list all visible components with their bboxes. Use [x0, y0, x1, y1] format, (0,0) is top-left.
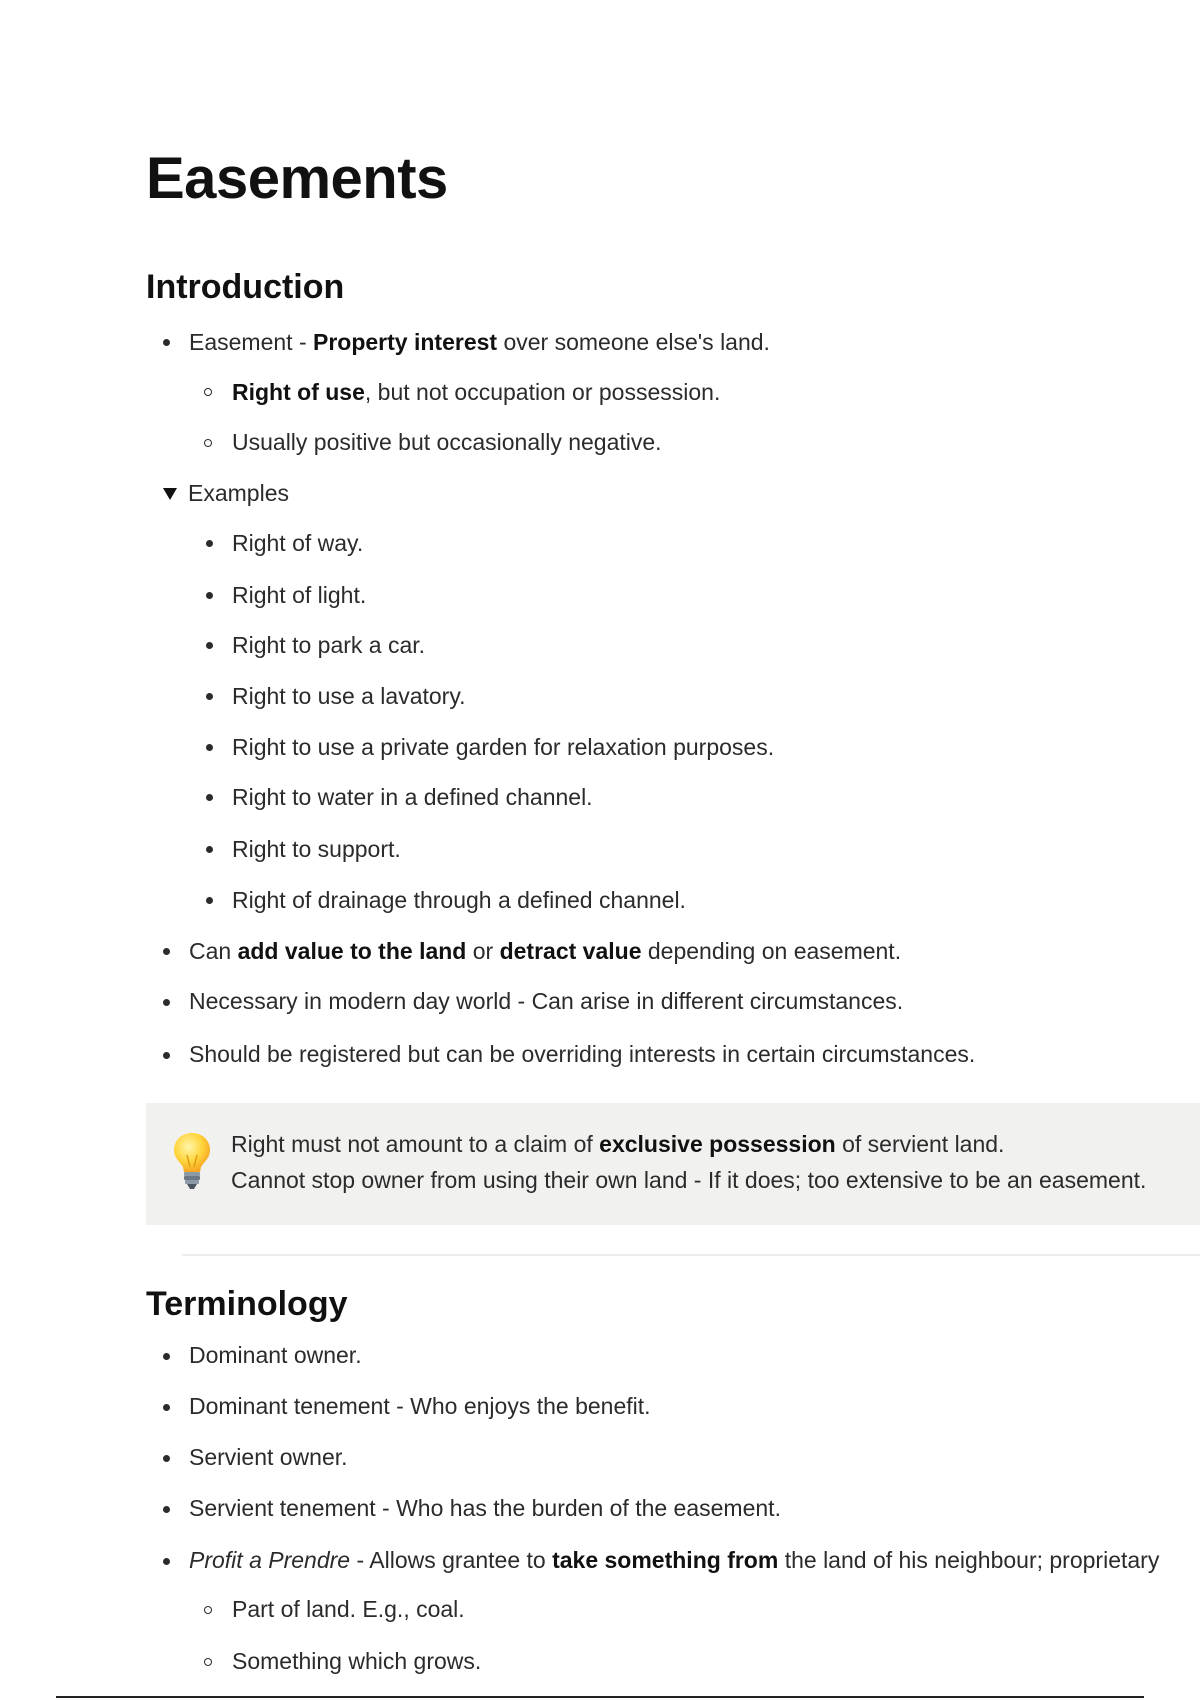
bullet-icon [206, 897, 213, 904]
sub-bullet-icon [204, 1606, 212, 1614]
list-item: Servient owner. [189, 1444, 348, 1470]
bullet-icon [206, 693, 213, 700]
list-item: Dominant owner. [189, 1342, 362, 1368]
toggle-triangle-icon[interactable] [163, 488, 177, 500]
bullet-icon [206, 744, 213, 751]
list-item: Should be registered but can be overriding interests in certain circumstances. [189, 1041, 976, 1067]
example-item: Right to water in a defined channel. [232, 784, 593, 810]
list-item: Servient tenement - Who has the burden of the easement. [189, 1495, 781, 1521]
bullet-icon [206, 642, 213, 649]
sub-bullet-icon [204, 388, 212, 396]
list-item: Profit a Prendre - Allows grantee to take something from the land of his neighbour; proprietary [189, 1547, 1160, 1573]
page-bottom-rule [56, 1696, 1144, 1698]
page-title: Easements [146, 146, 448, 211]
document-page [146, 0, 1200, 1700]
bullet-icon [163, 1353, 170, 1360]
list-item: Something which grows. [232, 1648, 482, 1674]
bullet-icon [206, 592, 213, 599]
bullet-icon [206, 794, 213, 801]
bullet-icon [163, 948, 170, 955]
example-item: Right of way. [232, 530, 364, 556]
example-item: Right to use a lavatory. [232, 683, 466, 709]
example-item: Right to park a car. [232, 632, 426, 658]
example-item: Right to support. [232, 836, 401, 862]
bullet-icon [206, 540, 213, 547]
callout-line: Right must not amount to a claim of exclusive possession of servient land. [231, 1131, 1005, 1157]
sub-bullet-icon [204, 439, 212, 447]
bullet-icon [163, 1404, 170, 1411]
list-item: Easement - Property interest over someone else's land. [189, 329, 770, 355]
examples-toggle[interactable]: Examples [188, 480, 289, 506]
example-item: Right of drainage through a defined channel. [232, 887, 686, 913]
list-item: Can add value to the land or detract value depending on easement. [189, 938, 902, 964]
list-item: Part of land. E.g., coal. [232, 1596, 465, 1622]
bullet-icon [163, 1455, 170, 1462]
section-heading-terminology: Terminology [146, 1285, 348, 1323]
divider [182, 1254, 1200, 1256]
example-item: Right to use a private garden for relaxation purposes. [232, 734, 775, 760]
list-item: Dominant tenement - Who enjoys the benefit. [189, 1393, 651, 1419]
section-heading-introduction: Introduction [146, 268, 345, 306]
callout-box [146, 1103, 1200, 1225]
callout-line: Cannot stop owner from using their own land - If it does; too extensive to be an easement. [231, 1167, 1147, 1193]
sub-bullet-icon [204, 1658, 212, 1666]
bullet-icon [206, 846, 213, 853]
example-item: Right of light. [232, 582, 367, 608]
bullet-icon [163, 1052, 170, 1059]
bullet-icon [163, 339, 170, 346]
bullet-icon [163, 999, 170, 1006]
list-item: Necessary in modern day world - Can arise in different circumstances. [189, 988, 904, 1014]
list-item: Usually positive but occasionally negative. [232, 429, 662, 455]
bullet-icon [163, 1558, 170, 1565]
lightbulb-icon [172, 1131, 212, 1191]
list-item: Right of use, but not occupation or possession. [232, 379, 721, 405]
bullet-icon [163, 1506, 170, 1513]
